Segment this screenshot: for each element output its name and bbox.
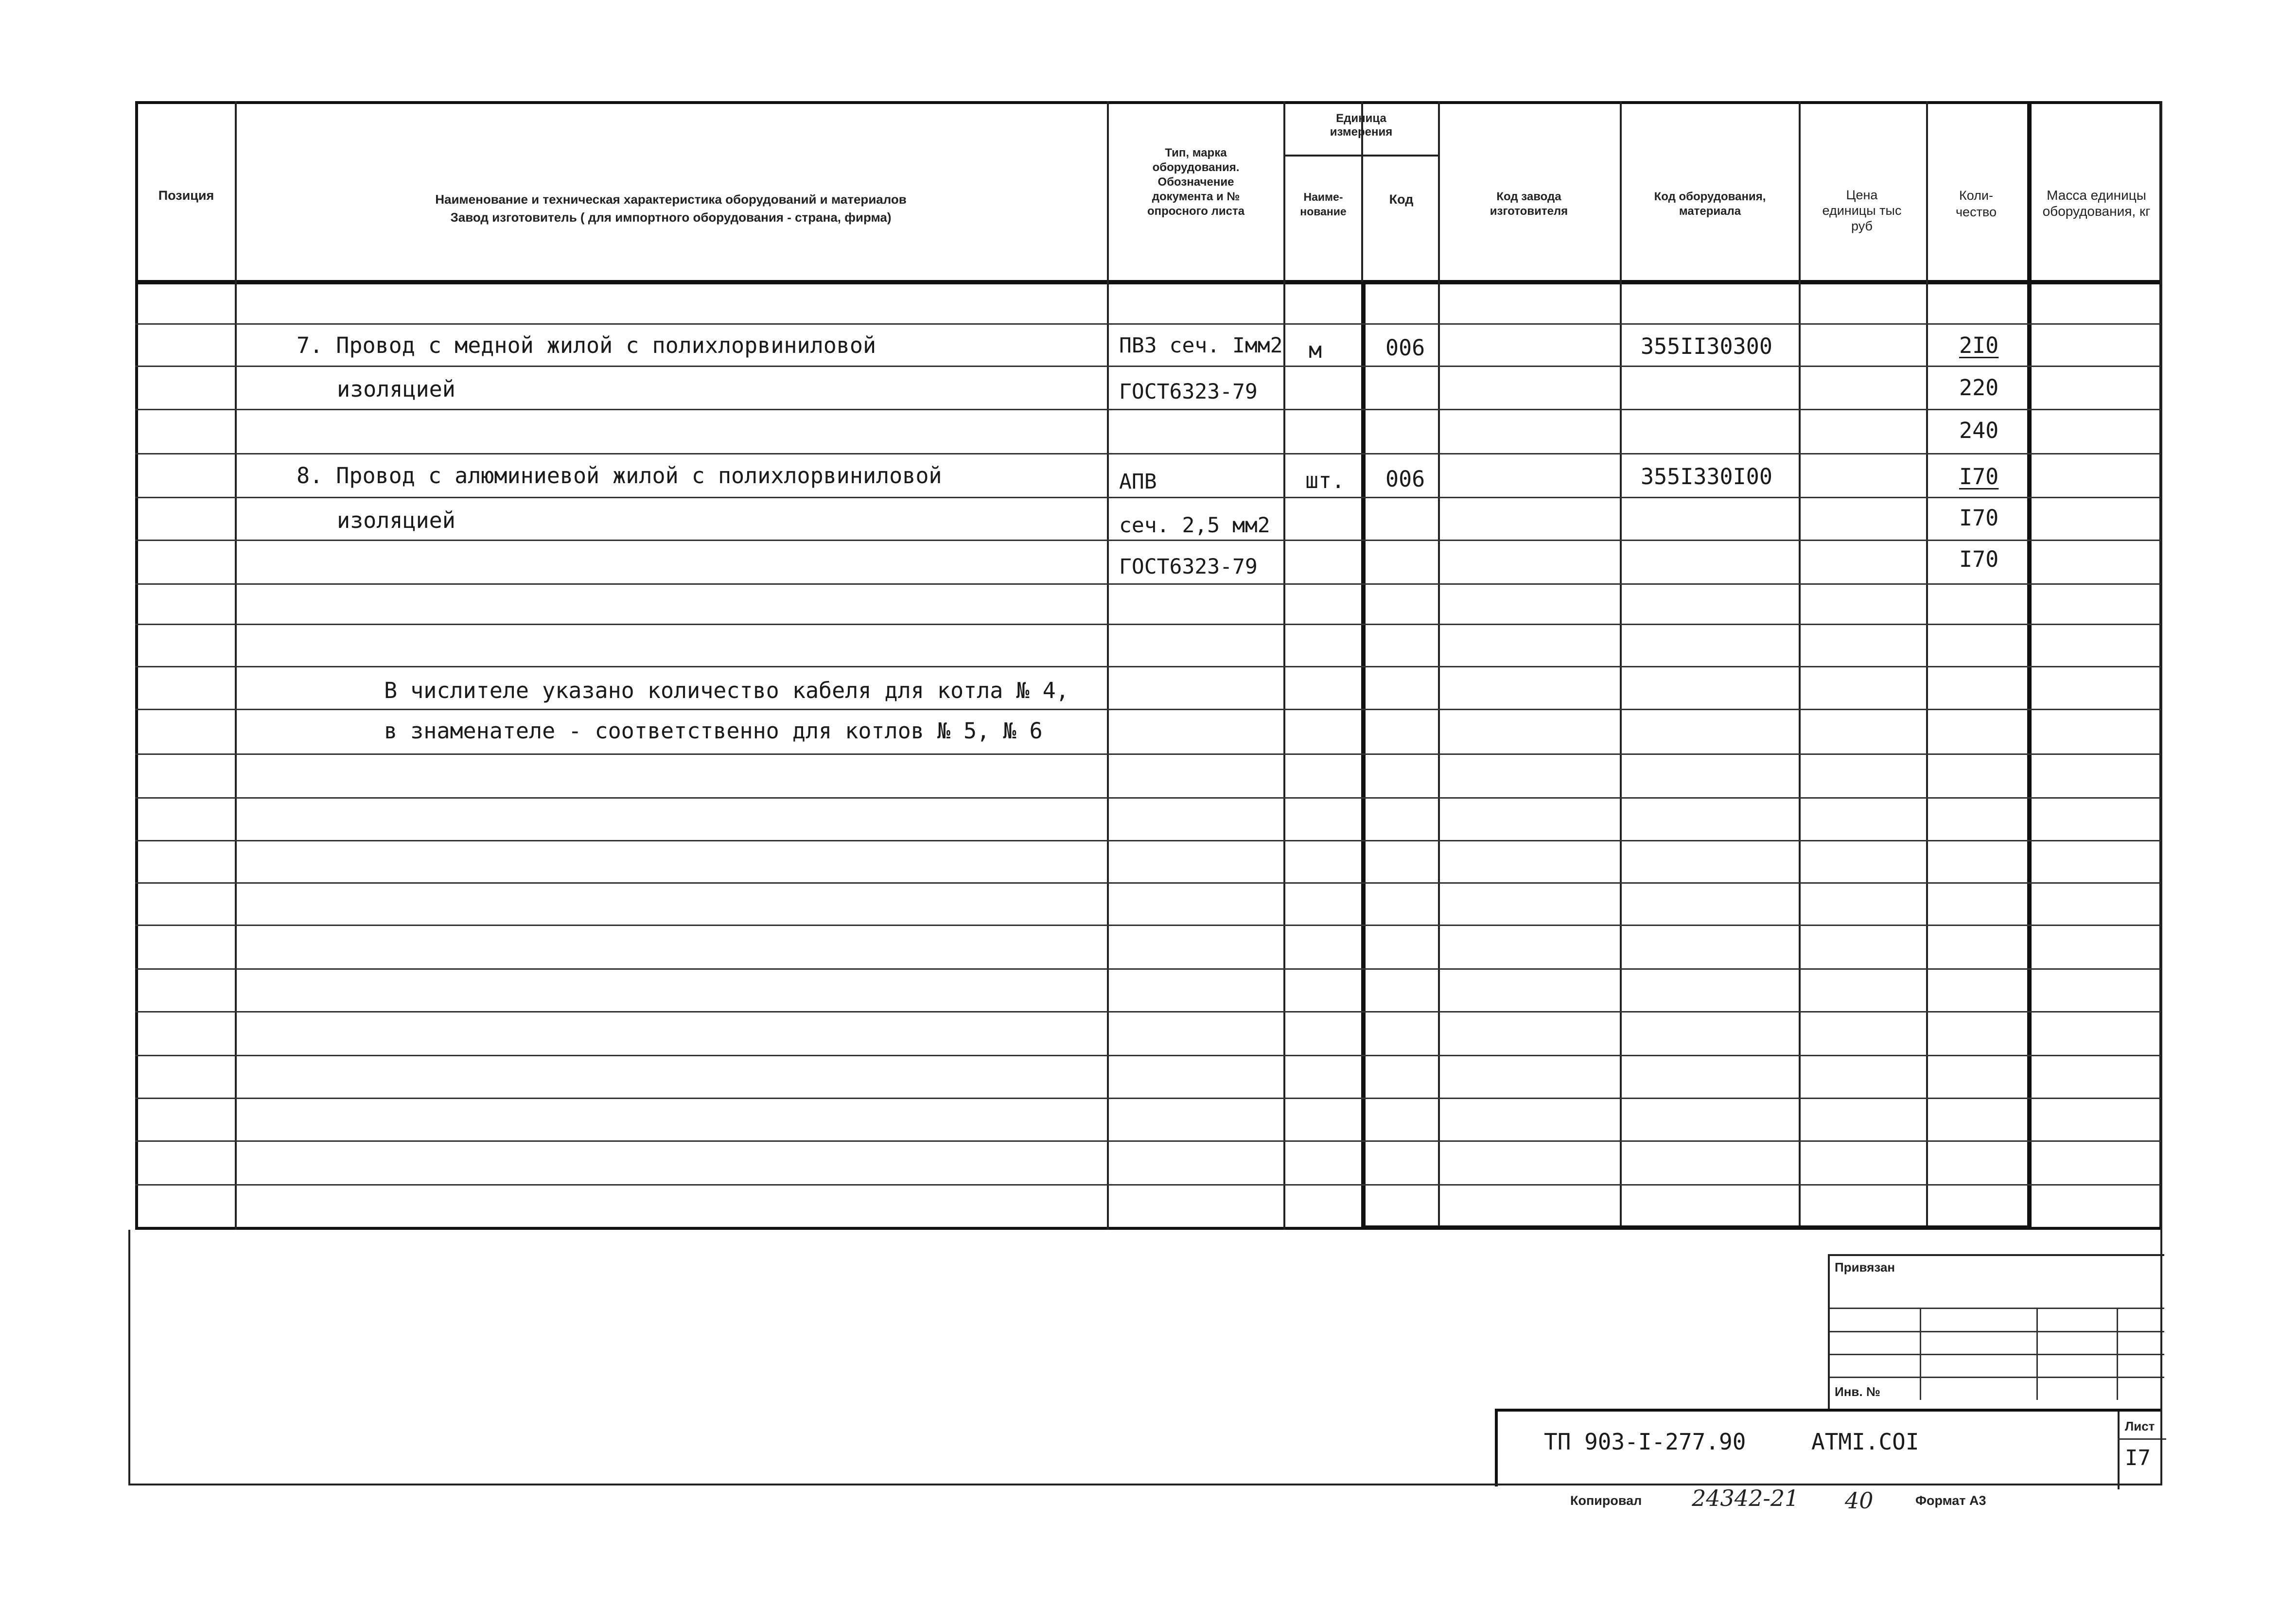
- item-7-name-line1: 7. Провод с медной жилой с полихлорвиниловой: [297, 332, 876, 358]
- item-7-unit: м: [1309, 337, 1322, 363]
- item-8-equipment-code: 355I330I00: [1641, 464, 1772, 489]
- sheet-hline: [2118, 1438, 2166, 1440]
- doc-mark: АТМI.СОI: [1811, 1429, 1919, 1455]
- header-price: Цена единицы тыс руб: [1822, 188, 1902, 233]
- sheet-bottom-border: [128, 1484, 2162, 1485]
- item-8-type-line1: АПВ: [1119, 470, 1157, 494]
- stamp-line: [1830, 1308, 2164, 1309]
- row-line: [135, 497, 2162, 498]
- row-line: [135, 1011, 2162, 1013]
- row-line: [135, 968, 2162, 970]
- item-8-type-line2: сеч. 2,5 мм2: [1119, 513, 1270, 538]
- header-position: Позиция: [158, 188, 214, 203]
- row-line: [135, 624, 2162, 625]
- item-7-equipment-code: 355II30300: [1641, 333, 1772, 359]
- row-line: [135, 925, 2162, 926]
- stamp-privyazan: Привязан: [1835, 1260, 1895, 1275]
- stamp-line: [1830, 1354, 2164, 1355]
- row-line: [135, 882, 2162, 884]
- item-8-type-line3: ГОСТ6323-79: [1119, 555, 1258, 579]
- row-line: [135, 666, 2162, 667]
- header-unit-code: Код: [1389, 192, 1414, 207]
- row-line: [135, 840, 2162, 841]
- stamp-inv-no: Инв. №: [1835, 1384, 1880, 1399]
- item-7-quantity-1: 2I0: [1959, 332, 1999, 358]
- item-7-quantity-2: 220: [1959, 375, 1999, 401]
- item-7-code: 006: [1385, 335, 1425, 361]
- stamp-line: [1830, 1331, 2164, 1332]
- header-quantity: Коли-чество: [1955, 188, 1997, 219]
- row-line: [135, 366, 2162, 367]
- stamp-vline: [2117, 1308, 2118, 1400]
- header-divider: [135, 280, 2162, 284]
- item-7-type-line1: ПВЗ сеч. Iмм2: [1119, 333, 1283, 358]
- unit-group-divider: [1283, 155, 1438, 157]
- table-frame: [135, 101, 2162, 1230]
- doc-code-block: [1495, 1409, 2162, 1486]
- footer-copy-page: 40: [1845, 1487, 1874, 1514]
- stamp-vline: [2036, 1308, 2038, 1400]
- header-type-mark: Тип, марка оборудования. Обозначение документа и № опросного листа: [1147, 146, 1245, 218]
- row-line: [135, 323, 2162, 325]
- header-name-line2: Завод изготовитель ( для импортного оборудования - страна, фирма): [450, 210, 892, 225]
- footer-copy-number: 24342-21: [1692, 1485, 1799, 1511]
- row-line: [135, 797, 2162, 799]
- note-line1: В числителе указано количество кабеля для котла № 4,: [384, 678, 1069, 703]
- footer-format: Формат А3: [1915, 1493, 1986, 1508]
- data-bottom-line: [1361, 1225, 2032, 1230]
- stamp-top-line: [1830, 1254, 2164, 1256]
- row-line: [135, 1055, 2162, 1056]
- item-7-type-line2: ГОСТ6323-79: [1119, 380, 1258, 404]
- header-unit-name: Наиме-нование: [1300, 191, 1347, 218]
- col-line: [2027, 101, 2032, 1230]
- header-factory-code: Код завода изготовителя: [1490, 190, 1568, 218]
- col-line: [1799, 101, 1801, 1230]
- sheet-vline: [2118, 1412, 2120, 1489]
- item-8-quantity-2: I70: [1959, 505, 1999, 531]
- row-line: [135, 453, 2162, 454]
- row-line: [135, 753, 2162, 755]
- row-line: [135, 1098, 2162, 1099]
- item-7-name-line2: изоляцией: [337, 376, 456, 402]
- note-line2: в знаменателе - соответственно для котлов № 5, № 6: [384, 718, 1043, 744]
- header-unit-group: Единица измерения: [1330, 112, 1393, 139]
- col-line: [1926, 101, 1928, 1230]
- col-line: [1620, 101, 1622, 1230]
- item-8-name-line1: 8. Провод с алюминиевой жилой с полихлорвиниловой: [297, 463, 942, 489]
- row-line: [135, 409, 2162, 410]
- sheet-left-border: [128, 1230, 130, 1485]
- row-line: [135, 1184, 2162, 1186]
- item-7-quantity-3: 240: [1959, 418, 1999, 443]
- row-line: [135, 583, 2162, 585]
- row-line: [135, 709, 2162, 710]
- item-8-name-line2: изоляцией: [337, 507, 456, 533]
- col-line: [235, 101, 237, 1230]
- stamp-line: [1830, 1377, 2164, 1378]
- col-line: [1283, 101, 1285, 1230]
- col-line: [1107, 101, 1109, 1230]
- stamp-vline: [1920, 1308, 1921, 1400]
- item-8-quantity-3: I70: [1959, 546, 1999, 572]
- sheet-right-border: [2160, 101, 2162, 1485]
- item-8-code: 006: [1385, 466, 1425, 492]
- col-line: [1438, 101, 1440, 1230]
- sheet-label: Лист: [2125, 1419, 2155, 1433]
- header-mass: Масса единицы оборудования, кг: [2042, 188, 2151, 219]
- item-8-quantity-1: I70: [1959, 464, 1999, 489]
- sheet-number: I7: [2125, 1446, 2151, 1470]
- stamp-block: [1828, 1254, 2164, 1410]
- header-equipment-code: Код оборудования, материала: [1654, 190, 1766, 218]
- row-line: [135, 540, 2162, 541]
- footer-copied-label: Копировал: [1570, 1493, 1642, 1508]
- doc-code: ТП 903-I-277.90: [1544, 1429, 1746, 1455]
- header-name-line1: Наименование и техническая характеристика оборудований и материалов: [435, 192, 907, 207]
- item-8-unit: шт.: [1305, 468, 1345, 493]
- row-line: [135, 1140, 2162, 1142]
- col-line: [1361, 282, 1366, 1230]
